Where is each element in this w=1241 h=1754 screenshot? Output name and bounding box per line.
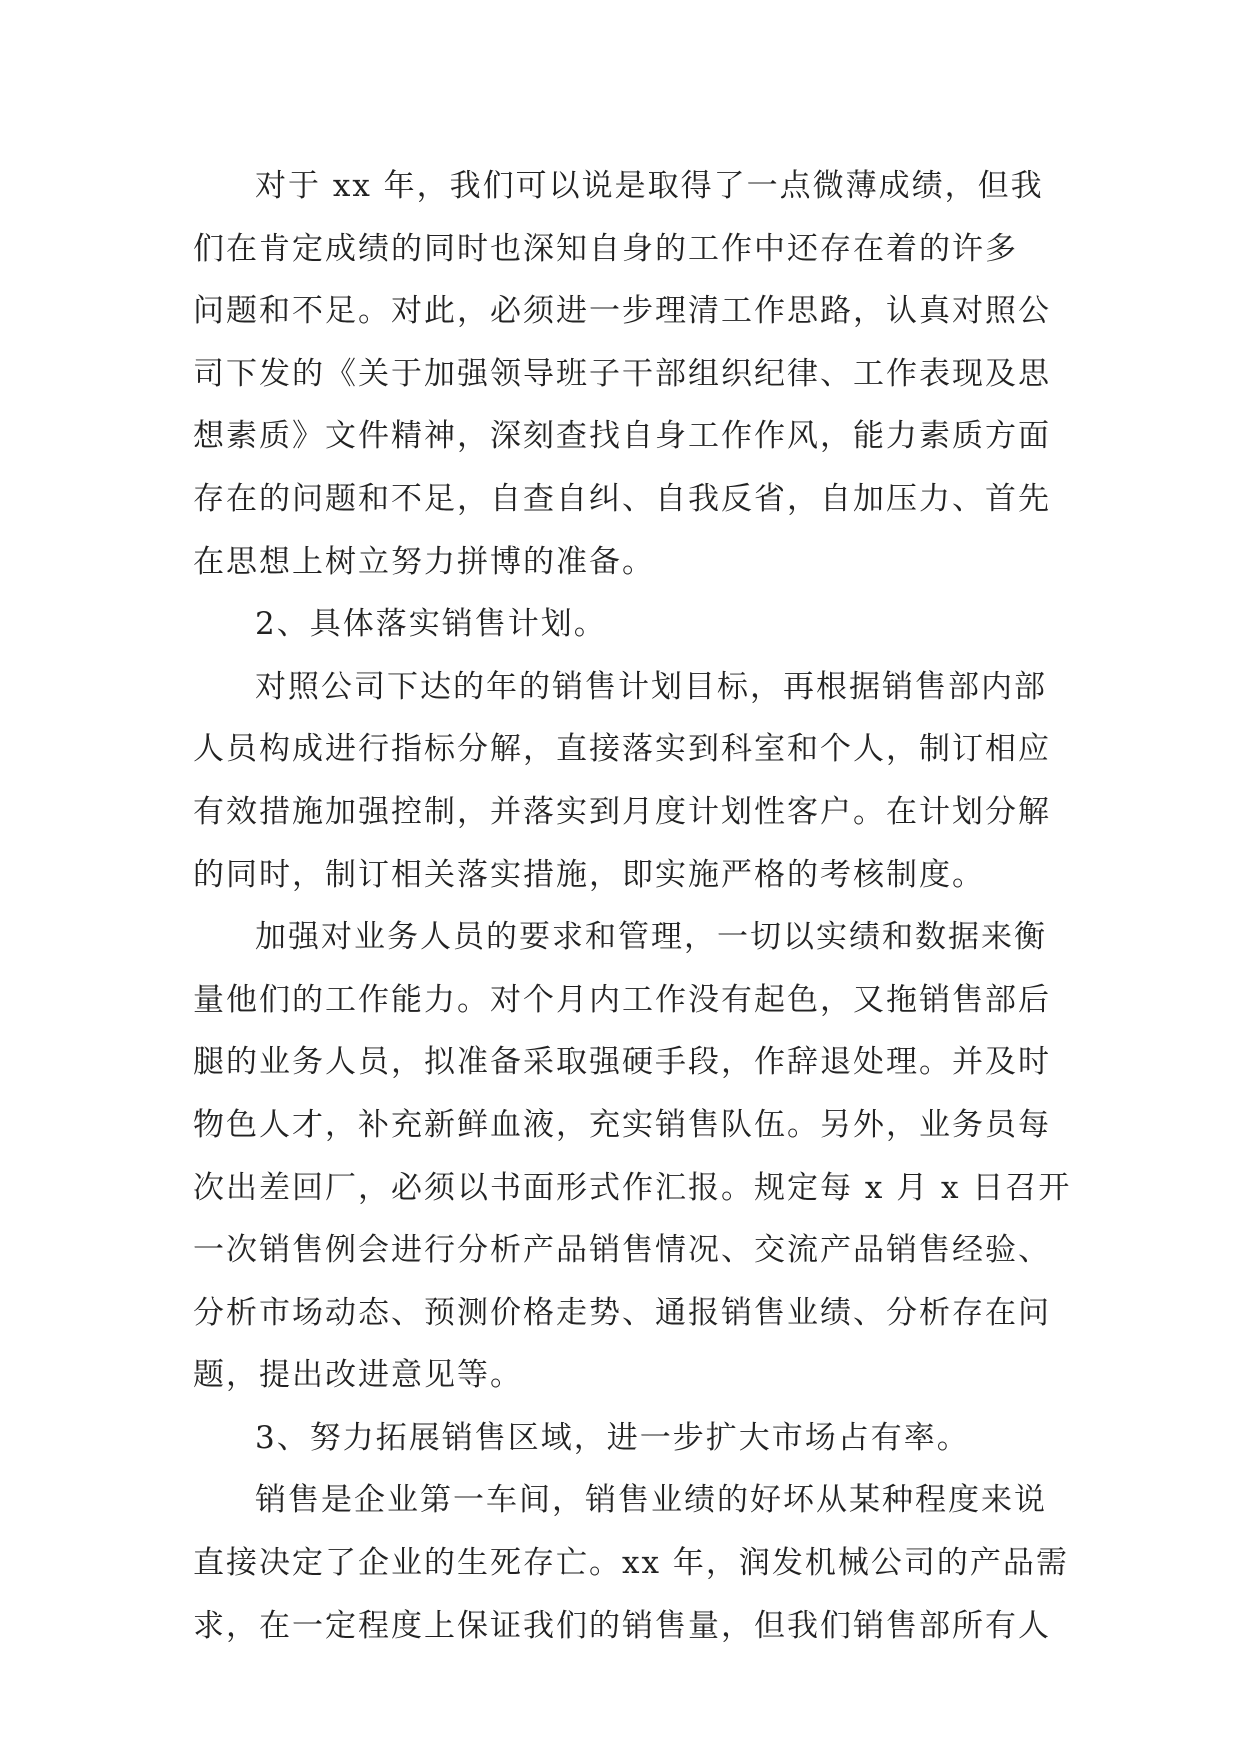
text-line: 们在肯定成绩的同时也深知自身的工作中还存在着的许多 [193, 230, 1018, 267]
text-line: 对于 xx 年，我们可以说是取得了一点微薄成绩，但我 [255, 168, 1044, 204]
text-line: 题，提出改进意见等。 [193, 1357, 523, 1394]
text-line: 直接决定了企业的生死存亡。xx 年，润发机械公司的产品需 [193, 1545, 1069, 1582]
document-body [193, 155, 1072, 1657]
text-line: 想素质》文件精神，深刻查找自身工作作风，能力素质方面 [193, 418, 1051, 455]
paragraph-staff-management [193, 906, 1072, 1407]
paragraph-market-expansion [193, 1469, 1069, 1657]
text-line: 销售是企业第一车间，销售业绩的好坏从某种程度来说 [255, 1482, 1047, 1519]
text-line: 腿的业务人员，拟准备采取强硬手段，作辞退处理。并及时 [193, 1044, 1051, 1081]
text-line: 次出差回厂，必须以书面形式作汇报。规定每 x 月 x 日召开 [193, 1169, 1072, 1206]
section-heading-2 [193, 593, 1053, 656]
text-line: 求，在一定程度上保证我们的销售量，但我们销售部所有人 [193, 1607, 1051, 1644]
text-line: 在思想上树立努力拼博的准备。 [193, 543, 655, 580]
text-line: 量他们的工作能力。对个月内工作没有起色，又拖销售部后 [193, 981, 1051, 1018]
text-line: 分析市场动态、预测价格走势、通报销售业绩、分析存在问 [193, 1294, 1051, 1331]
heading-line: 2、具体落实销售计划。 [255, 606, 607, 643]
paragraph-sales-plan [193, 656, 1053, 906]
text-line: 物色人才，补充新鲜血液，充实销售队伍。另外，业务员每 [193, 1106, 1051, 1143]
text-line: 存在的问题和不足，自查自纠、自我反省，自加压力、首先 [193, 480, 1051, 517]
text-line: 问题和不足。对此，必须进一步理清工作思路，认真对照公 [193, 293, 1051, 330]
text-line: 加强对业务人员的要求和管理，一切以实绩和数据来衡 [255, 919, 1047, 956]
text-line: 对照公司下达的年的销售计划目标，再根据销售部内部 [255, 668, 1047, 705]
text-line: 人员构成进行指标分解，直接落实到科室和个人，制订相应 [193, 731, 1051, 768]
text-line: 一次销售例会进行分析产品销售情况、交流产品销售经验、 [193, 1232, 1051, 1269]
text-line: 有效措施加强控制，并落实到月度计划性客户。在计划分解 [193, 793, 1051, 830]
heading-line: 3、努力拓展销售区域，进一步扩大市场占有率。 [255, 1419, 970, 1456]
paragraph-intro [193, 155, 1053, 593]
text-line: 的同时，制订相关落实措施，即实施严格的考核制度。 [193, 856, 985, 893]
text-line: 司下发的《关于加强领导班子干部组织纪律、工作表现及思 [193, 355, 1051, 392]
section-heading-3 [193, 1407, 1053, 1470]
